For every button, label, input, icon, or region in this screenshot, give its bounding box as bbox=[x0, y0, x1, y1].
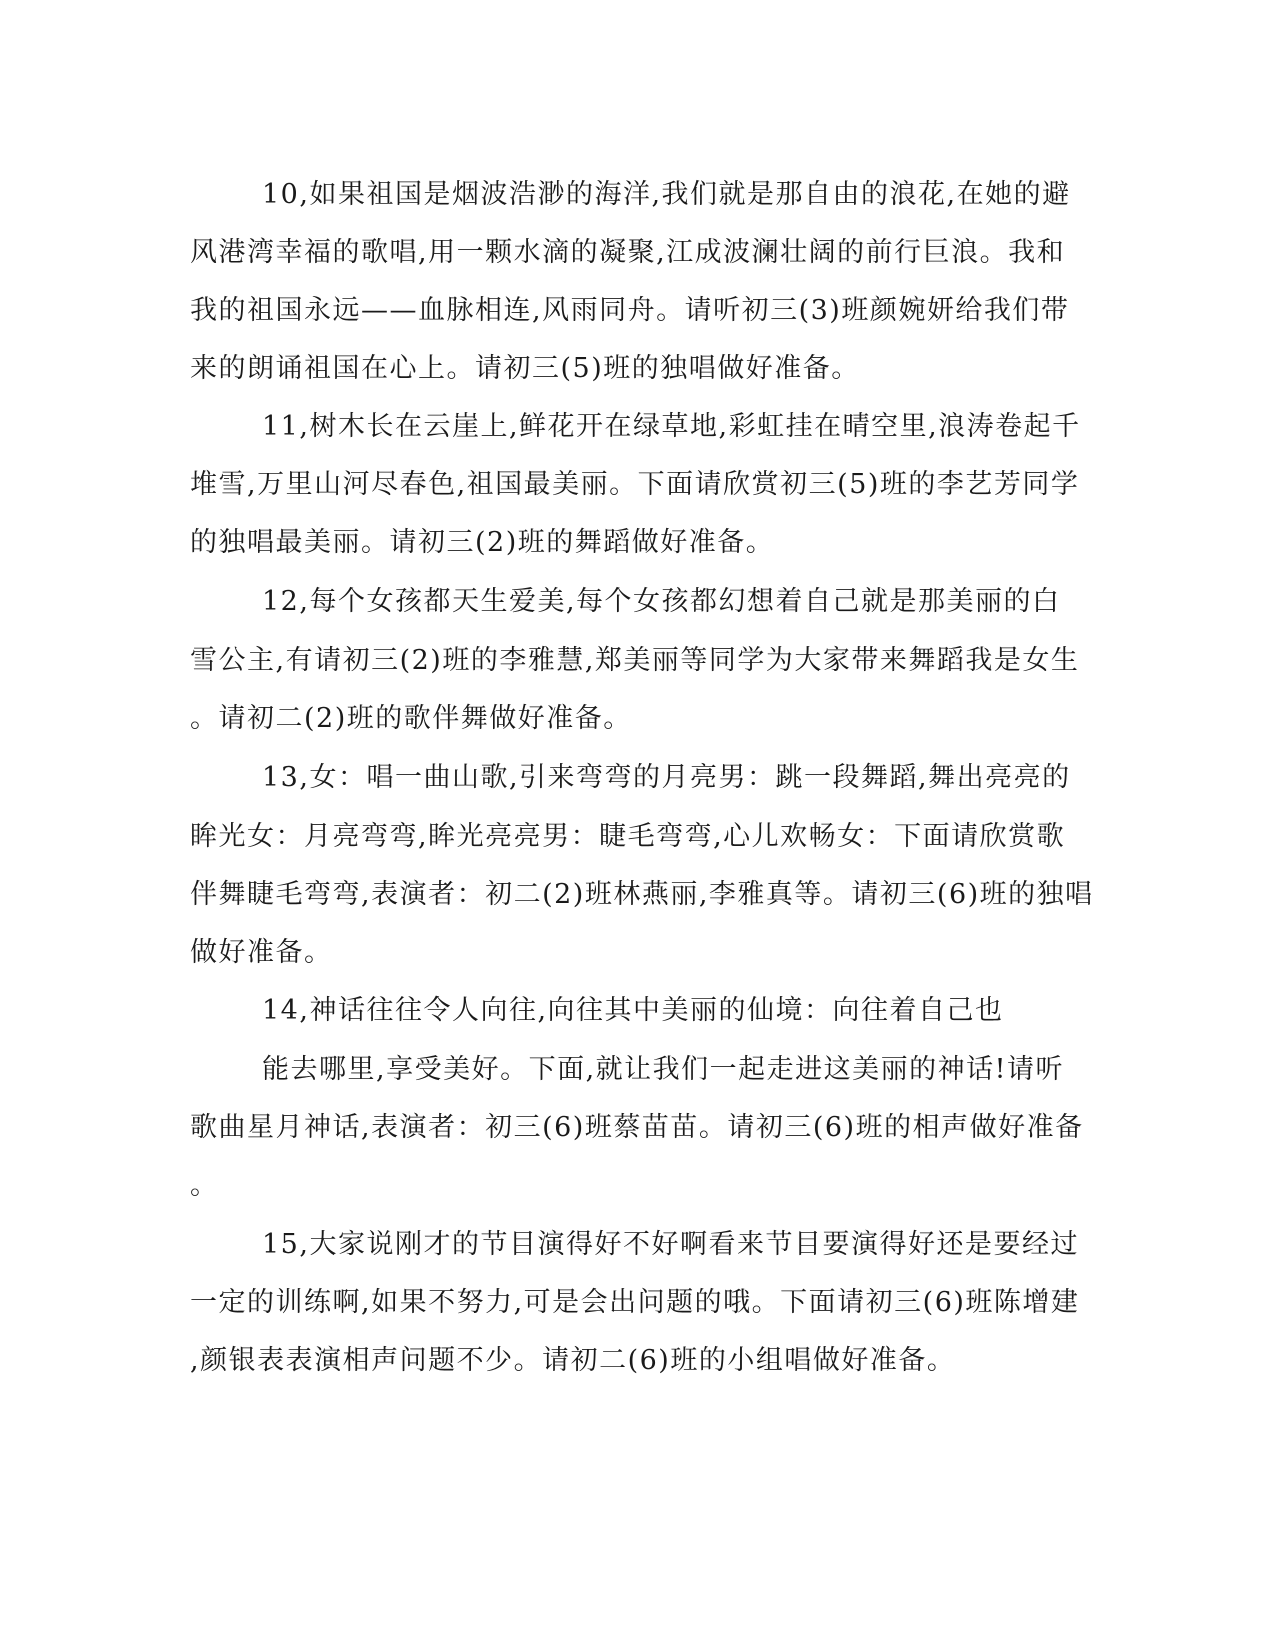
paragraph-11-line-1: 11,树木长在云崖上,鲜花开在绿草地,彩虹挂在晴空里,浪涛卷起千 bbox=[262, 411, 1081, 442]
paragraph-15-line-3: ,颜银表表演相声问题不少。请初二(6)班的小组唱做好准备。 bbox=[190, 1345, 956, 1376]
paragraph-11-line-2: 堆雪,万里山河尽春色,祖国最美丽。下面请欣赏初三(5)班的李艺芳同学 bbox=[190, 469, 1080, 500]
paragraph-15-line-1: 15,大家说刚才的节目演得好不好啊看来节目要演得好还是要经过 bbox=[262, 1229, 1079, 1260]
paragraph-13-line-2: 眸光女：月亮弯弯,眸光亮亮男：睫毛弯弯,心儿欢畅女：下面请欣赏歌 bbox=[190, 821, 1066, 852]
paragraph-14-line-3: 歌曲星月神话,表演者：初三(6)班蔡苗苗。请初三(6)班的相声做好准备 bbox=[190, 1112, 1084, 1143]
paragraph-10-line-4: 来的朗诵祖国在心上。请初三(5)班的独唱做好准备。 bbox=[190, 353, 860, 384]
paragraph-12-line-3: 。请初二(2)班的歌伴舞做好准备。 bbox=[190, 703, 632, 734]
paragraph-10-line-2: 风港湾幸福的歌唱,用一颗水滴的凝聚,江成波澜壮阔的前行巨浪。我和 bbox=[190, 237, 1066, 268]
paragraph-12-line-2: 雪公主,有请初三(2)班的李雅慧,郑美丽等同学为大家带来舞蹈我是女生 bbox=[190, 645, 1080, 676]
paragraph-13-line-3: 伴舞睫毛弯弯,表演者：初二(2)班林燕丽,李雅真等。请初三(6)班的独唱 bbox=[190, 879, 1094, 910]
paragraph-10-line-1: 10,如果祖国是烟波浩渺的海洋,我们就是那自由的浪花,在她的避 bbox=[262, 179, 1071, 210]
paragraph-14-line-2: 能去哪里,享受美好。下面,就让我们一起走进这美丽的神话!请听 bbox=[262, 1054, 1065, 1085]
paragraph-15-line-2: 一定的训练啊,如果不努力,可是会出问题的哦。下面请初三(6)班陈增建 bbox=[190, 1287, 1080, 1318]
paragraph-13-line-1: 13,女：唱一曲山歌,引来弯弯的月亮男：跳一段舞蹈,舞出亮亮的 bbox=[262, 762, 1071, 793]
paragraph-10-line-3: 我的祖国永远——血脉相连,风雨同舟。请听初三(3)班颜婉妍给我们带 bbox=[190, 295, 1070, 326]
paragraph-12-line-1: 12,每个女孩都天生爱美,每个女孩都幻想着自己就是那美丽的白 bbox=[262, 586, 1061, 617]
paragraph-14-line-4: 。 bbox=[190, 1170, 219, 1201]
paragraph-14-line-1: 14,神话往往令人向往,向往其中美丽的仙境：向往着自己也 bbox=[262, 995, 1004, 1026]
paragraph-11-line-3: 的独唱最美丽。请初三(2)班的舞蹈做好准备。 bbox=[190, 527, 775, 558]
paragraph-13-line-4: 做好准备。 bbox=[190, 937, 333, 968]
